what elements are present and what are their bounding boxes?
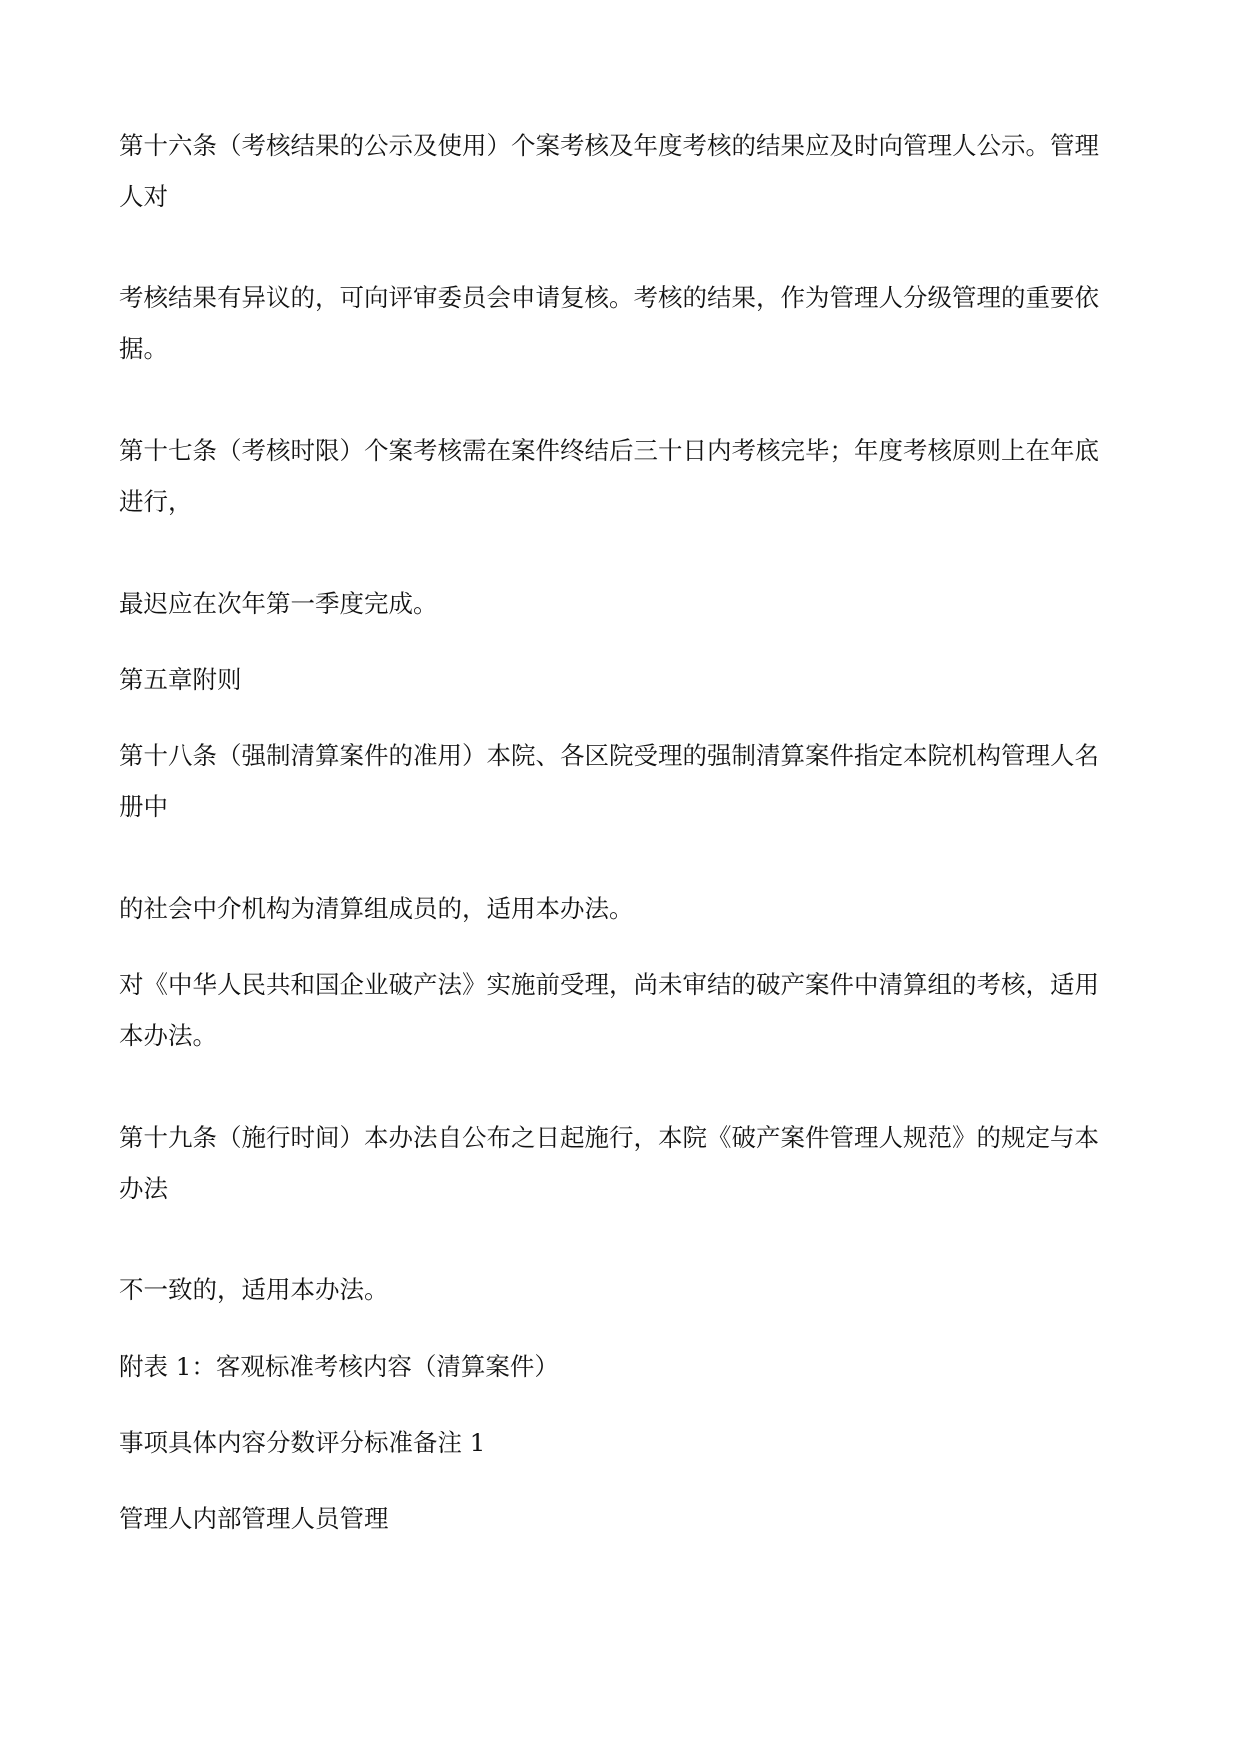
text-line: 对《中华人民共和国企业破产法》实施前受理，尚未审结的破产案件中清算组的考核，适用 <box>119 970 1099 999</box>
article-19-paragraph <box>119 1112 1129 1214</box>
text-line: 第五章附则 <box>119 665 242 694</box>
text-line: 办法 <box>119 1174 168 1203</box>
article-17-paragraph <box>119 425 1129 527</box>
article-19-continuation-paragraph <box>119 1264 1129 1315</box>
text-line: 进行， <box>119 487 193 516</box>
appendix-table-first-row <box>119 1493 1129 1544</box>
text-line: 附表 1：客观标准考核内容（清算案件） <box>119 1352 559 1381</box>
text-line: 考核结果有异议的，可向评审委员会申请复核。考核的结果，作为管理人分级管理的重要依 <box>119 283 1099 312</box>
text-line: 管理人内部管理人员管理 <box>119 1504 389 1533</box>
article-16-paragraph <box>119 120 1129 222</box>
text-line: 册中 <box>119 792 168 821</box>
text-line: 第十六条（考核结果的公示及使用）个案考核及年度考核的结果应及时向管理人公示。管理 <box>119 131 1099 160</box>
article-18-second-clause-paragraph <box>119 959 1129 1061</box>
text-line: 本办法。 <box>119 1021 217 1050</box>
text-line: 不一致的，适用本办法。 <box>119 1275 389 1304</box>
appendix-1-title <box>119 1341 1129 1392</box>
article-17-continuation-paragraph <box>119 578 1129 629</box>
text-line: 人对 <box>119 182 168 211</box>
text-line: 的社会中介机构为清算组成员的，适用本办法。 <box>119 894 634 923</box>
text-line: 第十七条（考核时限）个案考核需在案件终结后三十日内考核完毕；年度考核原则上在年底 <box>119 436 1099 465</box>
appendix-table-header-row <box>119 1417 1129 1468</box>
article-16-continuation-paragraph <box>119 272 1129 374</box>
text-line: 事项具体内容分数评分标准备注 1 <box>119 1428 486 1457</box>
text-line: 最迟应在次年第一季度完成。 <box>119 589 438 618</box>
chapter-5-heading <box>119 654 1129 705</box>
article-18-paragraph <box>119 730 1129 832</box>
article-18-continuation-paragraph <box>119 883 1129 934</box>
text-line: 第十八条（强制清算案件的准用）本院、各区院受理的强制清算案件指定本院机构管理人名 <box>119 741 1099 770</box>
text-line: 第十九条（施行时间）本办法自公布之日起施行，本院《破产案件管理人规范》的规定与本 <box>119 1123 1099 1152</box>
text-line: 据。 <box>119 334 168 363</box>
